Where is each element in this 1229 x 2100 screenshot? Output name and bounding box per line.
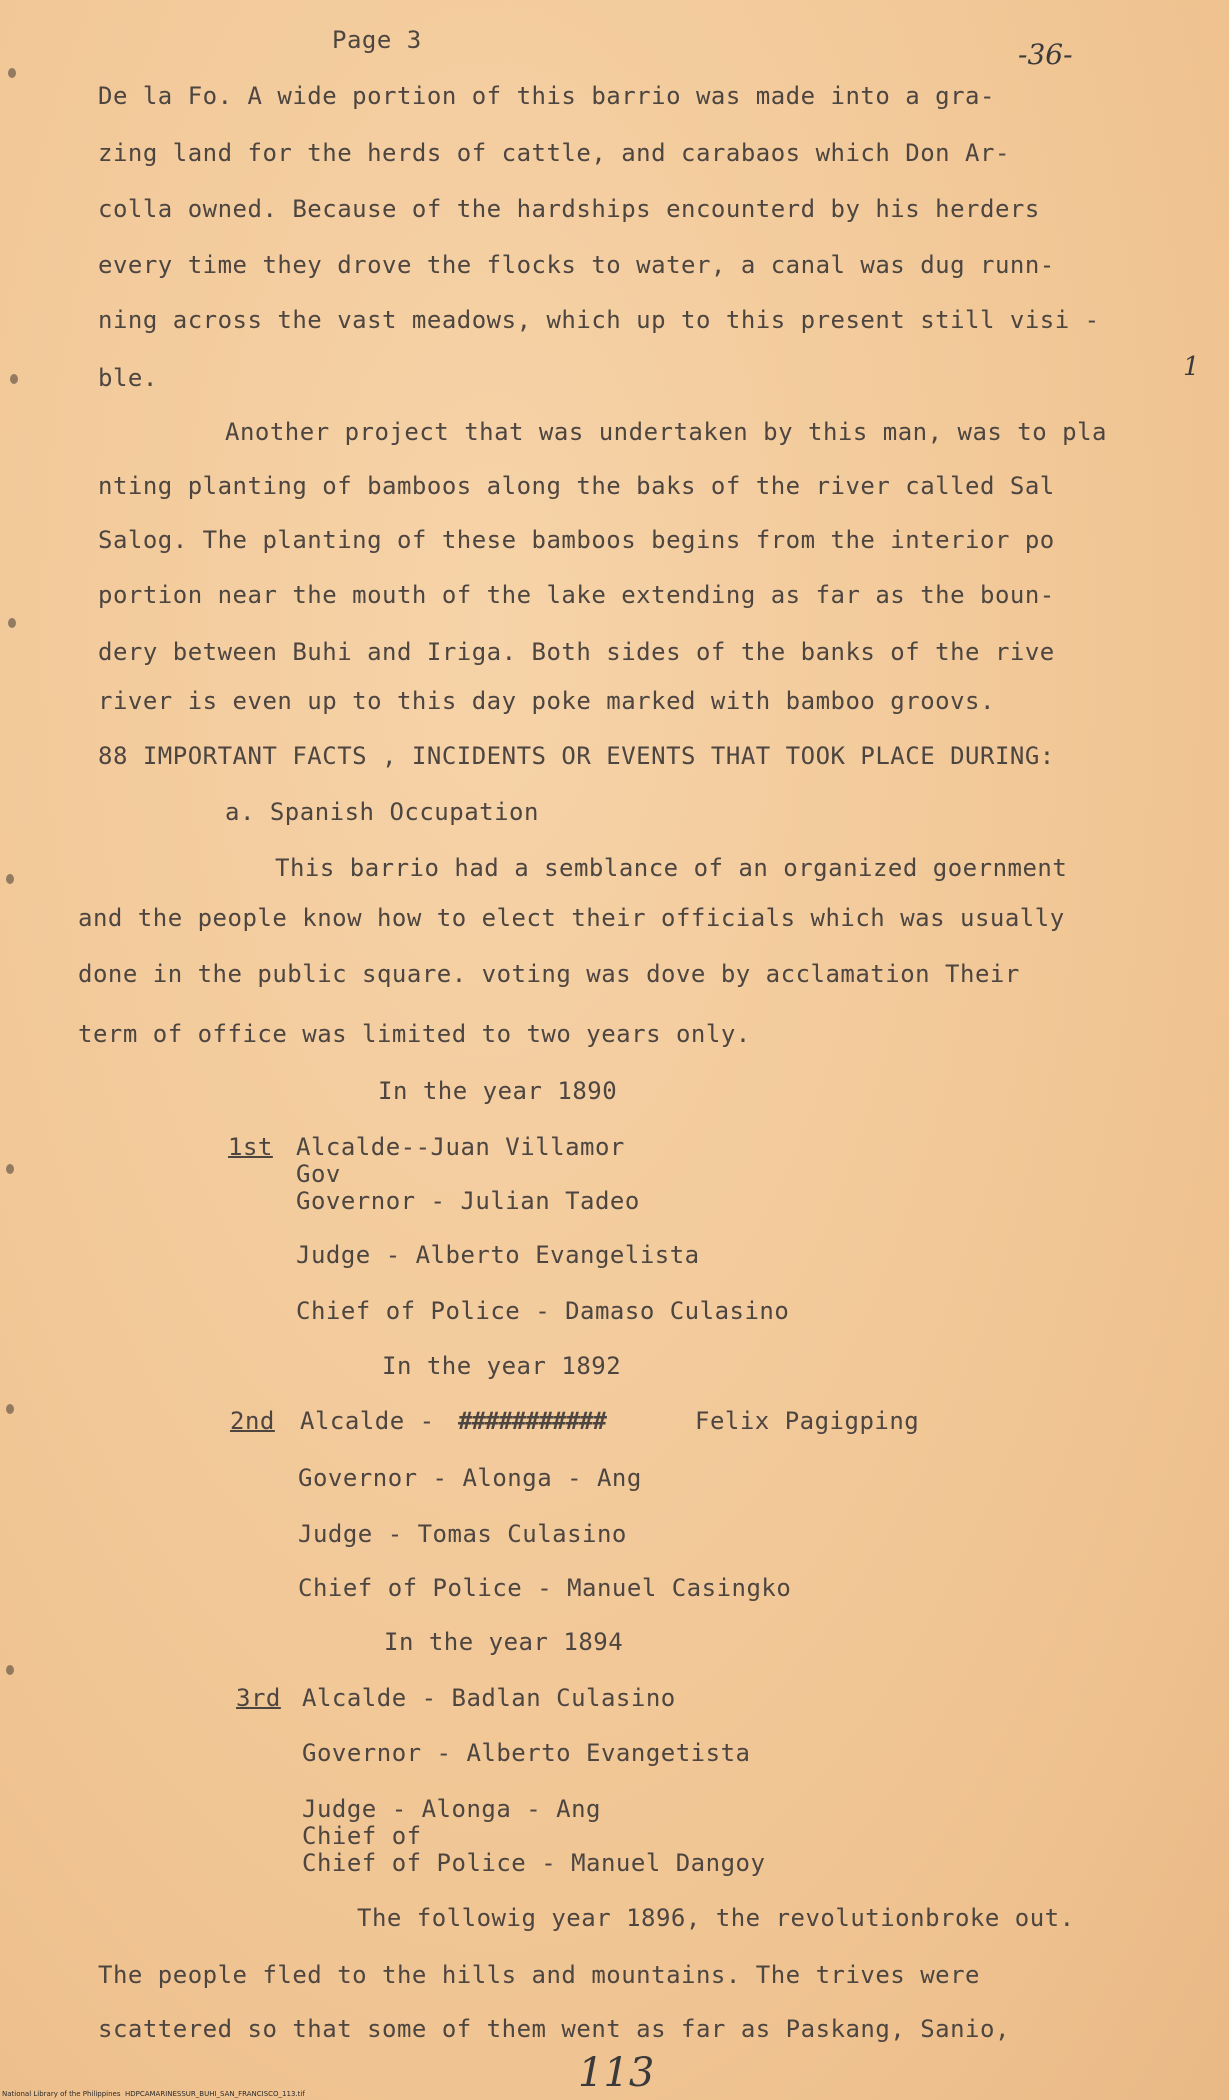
page-label: Page 3 — [332, 26, 422, 54]
official-line: Judge - Alonga - Ang — [302, 1795, 601, 1823]
binding-hole — [6, 1404, 14, 1414]
official-fragment: Chief of — [302, 1822, 422, 1850]
text-line: and the people know how to elect their officials which was usually — [78, 904, 1065, 932]
official-line: Alcalde--Juan Villamor — [296, 1133, 625, 1161]
text-line: ning across the vast meadows, which up to this present still visi - — [98, 306, 1100, 334]
text-line: nting planting of bamboos along the baks of the river called Sal — [98, 472, 1055, 500]
year-heading: In the year 1892 — [382, 1352, 622, 1380]
text-line: river is even up to this day poke marked with bamboo groovs. — [98, 687, 995, 715]
binding-hole — [6, 1665, 14, 1675]
year-heading: In the year 1894 — [384, 1628, 624, 1656]
official-line: Alcalde - Badlan Culasino — [302, 1684, 676, 1712]
text-line: scattered so that some of them went as far as Paskang, Sanio, — [98, 2015, 1010, 2043]
official-line: Chief of Police - Damaso Culasino — [296, 1297, 790, 1325]
official-line: Governor - Alberto Evangetista — [302, 1739, 751, 1767]
text-line: This barrio had a semblance of an organized goernment — [275, 854, 1068, 882]
official-line: Governor - Julian Tadeo — [296, 1187, 640, 1215]
subsection-heading: a. Spanish Occupation — [225, 798, 539, 826]
archive-footer: National Library of the Philippines HDPCAMARINESSUR_BUHI_SAN_FRANCISCO_113.tif — [2, 2090, 305, 2098]
official-line: Alcalde - — [300, 1407, 435, 1435]
text-line: term of office was limited to two years only. — [78, 1020, 751, 1048]
text-line: portion near the mouth of the lake extending as far as the boun- — [98, 581, 1055, 609]
term-ordinal: 3rd — [236, 1684, 281, 1712]
text-line: The people fled to the hills and mountains. The trives were — [98, 1961, 981, 1989]
official-line: Governor - Alonga - Ang — [298, 1464, 642, 1492]
year-heading: In the year 1890 — [378, 1077, 618, 1105]
text-line: colla owned. Because of the hardships encounterd by his herders — [98, 195, 1040, 223]
section-heading: 88 IMPORTANT FACTS , INCIDENTS OR EVENTS THAT TOOK PLACE DURING: — [98, 742, 1055, 770]
text-line: every time they drove the flocks to water, a canal was dug runn- — [98, 251, 1055, 279]
struck-out-text: ########### — [458, 1407, 606, 1435]
term-ordinal: 2nd — [230, 1407, 275, 1435]
binding-hole — [6, 874, 14, 884]
binding-hole — [8, 618, 16, 628]
official-line: Judge - Alberto Evangelista — [296, 1241, 700, 1269]
text-line: ble. — [98, 364, 158, 392]
text-line: dery between Buhi and Iriga. Both sides of the banks of the rive — [98, 638, 1055, 666]
binding-hole — [10, 374, 18, 384]
text-line: Another project that was undertaken by this man, was to pla — [225, 418, 1108, 446]
official-line: Judge - Tomas Culasino — [298, 1520, 627, 1548]
handwritten-page-number: -36- — [1018, 38, 1073, 71]
official-fragment: Gov — [296, 1160, 341, 1188]
official-line: Chief of Police - Manuel Dangoy — [302, 1849, 766, 1877]
binding-hole — [6, 1164, 14, 1174]
official-line: Felix Pagigping — [695, 1407, 920, 1435]
official-line: Chief of Police - Manuel Casingko — [298, 1574, 792, 1602]
text-line: De la Fo. A wide portion of this barrio was made into a gra- — [98, 82, 995, 110]
text-line: done in the public square. voting was dove by acclamation Their — [78, 960, 1020, 988]
handwritten-folio-number: 113 — [578, 2050, 655, 2096]
text-line: The followig year 1896, the revolutionbroke out. — [357, 1904, 1075, 1932]
binding-hole — [8, 68, 16, 78]
text-line: zing land for the herds of cattle, and carabaos which Don Ar- — [98, 139, 1010, 167]
margin-mark: 1 — [1183, 352, 1200, 382]
term-ordinal: 1st — [228, 1133, 273, 1161]
text-line: Salog. The planting of these bamboos begins from the interior po — [98, 526, 1055, 554]
